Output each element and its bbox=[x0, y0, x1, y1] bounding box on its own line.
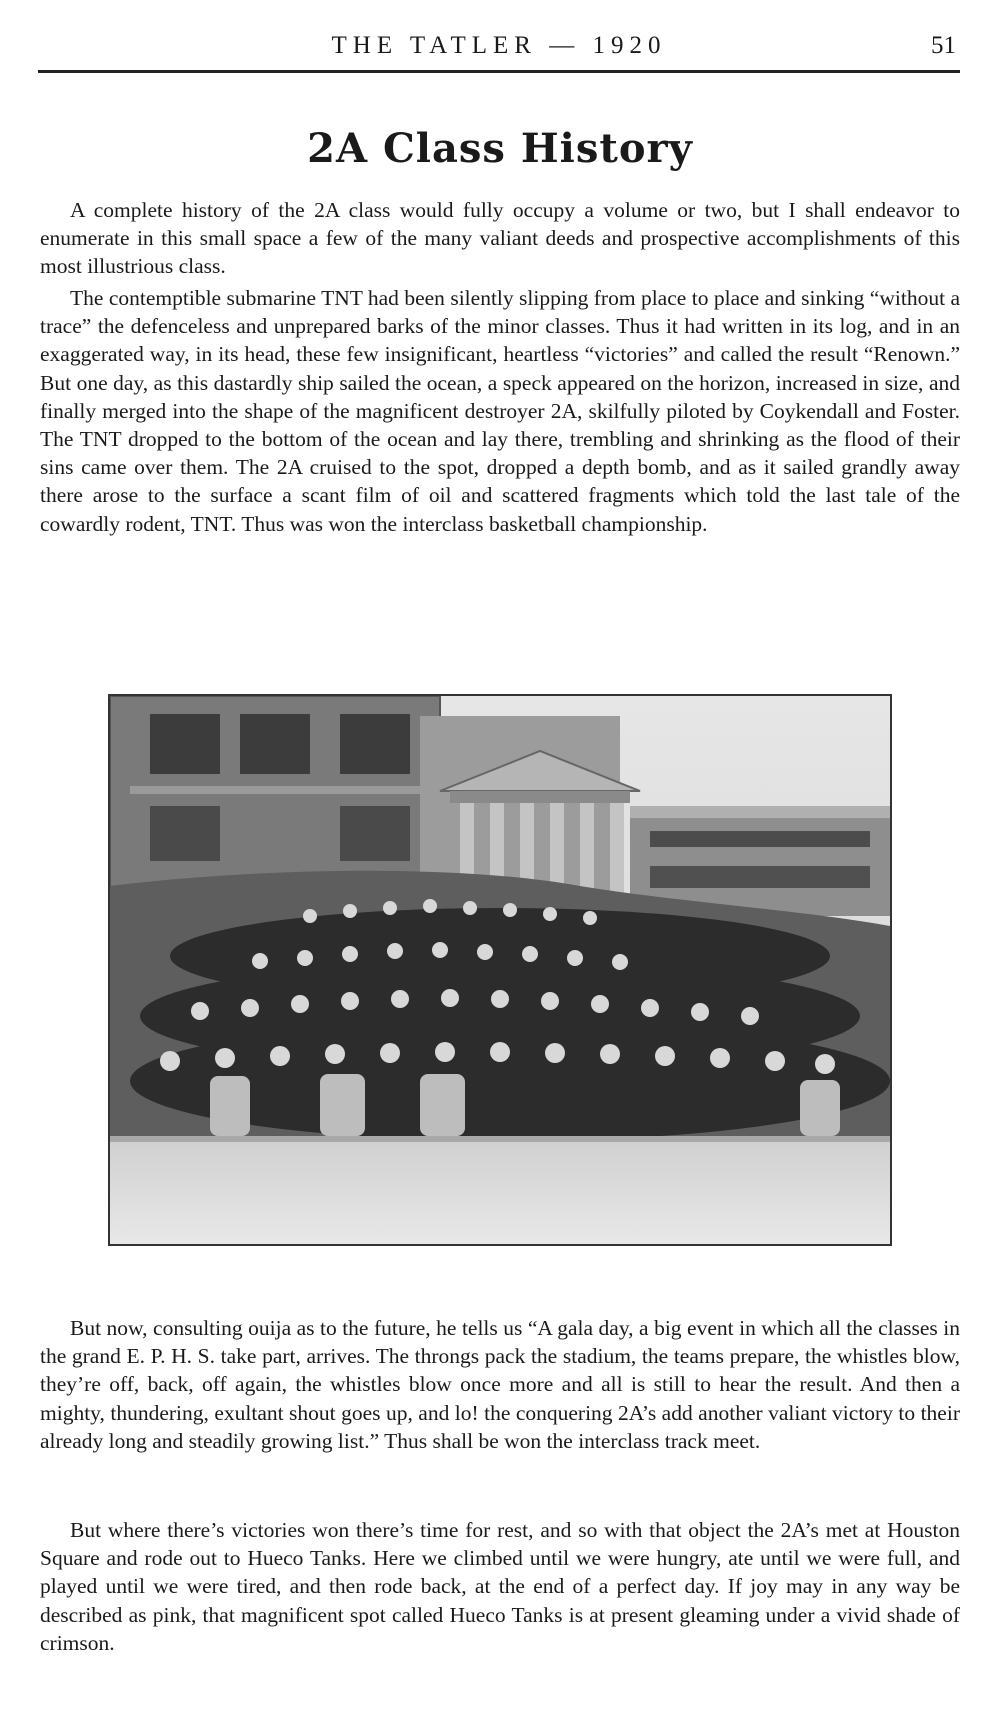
paragraph-intro: A complete history of the 2A class would fully occupy a volume or two, but I shall endeavor to enumerate in this small space a few of the many valiant deeds and prospective accomplishments of this most illustrious class. bbox=[40, 198, 960, 279]
page-number: 51 bbox=[931, 32, 956, 59]
class-group-photo bbox=[108, 694, 892, 1246]
class-group-photo-illustration bbox=[110, 696, 890, 1244]
running-title: THE TATLER — 1920 bbox=[331, 32, 667, 59]
paragraph-track-meet: But now, consulting ouija as to the future, he tells us “A gala day, a big event in which all the classes in the grand E. P. H. S. take part, arrives. The throngs pack the stadium, the teams prepare, the whistles blow, they’re off, back, off again, the whistles blow once more and all is still to hear the result. And then a mighty, thundering, exultant shout goes up, and lo! the conquering 2A’s add another valiant victory to their already long and steadily growing list.” Thus shall be won the interclass track meet. bbox=[40, 1316, 960, 1453]
paragraph-basketball: The contemptible submarine TNT had been silently slipping from place to place and sinking “without a trace” the defenceless and unprepared barks of the minor classes. Thus it had written in its log, and in an exaggerated way, in its head, these few insignificant, heartless “victories” and called the result “Renown.” But one day, as this dastardly ship sailed the ocean, a speck appeared on the horizon, increased in size, and finally merged into the shape of the magnificent destroyer 2A, skilfully piloted by Coykendall and Foster. The TNT dropped to the bottom of the ocean and lay there, trembling and shrinking as the flood of their sins came over them. The 2A cruised to the spot, dropped a depth bomb, and as it sailed grandly away there arose to the surface a scant film of oil and scattered fragments which told the last tale of the cowardly rodent, TNT. Thus was won the interclass basketball championship. bbox=[40, 286, 960, 536]
running-head bbox=[38, 30, 960, 73]
paragraph-hueco-tanks: But where there’s victories won there’s time for rest, and so with that object the 2A’s met at Houston Square and rode out to Hueco Tanks. Here we climbed until we were hungry, ate until we were full, and played until we were tired, and then rode back, at the end of a perfect day. If joy may in any way be described as pink, that magnificent spot called Hueco Tanks is at present gleaming under a vivid shade of crimson. bbox=[40, 1518, 960, 1655]
article-title: 2A Class History bbox=[307, 125, 693, 172]
